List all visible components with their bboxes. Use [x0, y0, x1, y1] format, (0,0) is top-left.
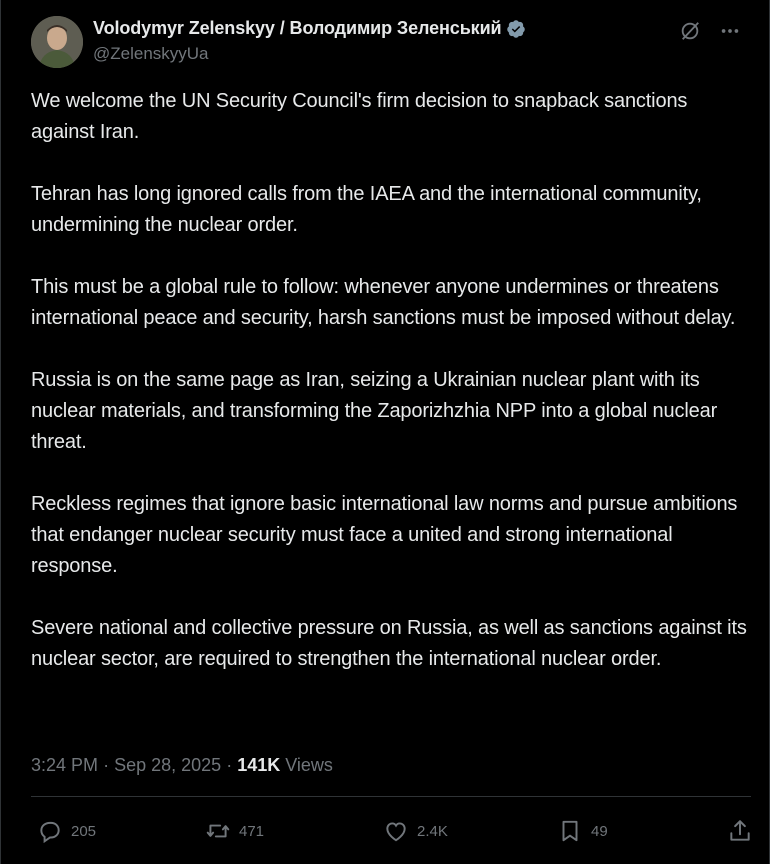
repost-button[interactable]	[205, 818, 264, 844]
share-button[interactable]	[727, 818, 753, 844]
repost-icon	[205, 818, 231, 844]
grok-icon[interactable]	[677, 18, 703, 44]
tweet-paragraph: Reckless regimes that ignore basic international law norms and pursue ambitions that endanger nuclear security must face a united and strong international response.	[31, 493, 738, 577]
bookmark-button[interactable]	[557, 818, 608, 844]
tweet-paragraph: We welcome the UN Security Council's firm decision to snapback sanctions against Iran.	[31, 90, 688, 143]
tweet-paragraph: Russia is on the same page as Iran, seizing a Ukrainian nuclear plant with its nuclear materials, and transforming the Zaporizhzhia NPP into a global nuclear threat.	[31, 369, 718, 453]
tweet-date[interactable]: Sep 28, 2025	[114, 755, 222, 775]
meta-separator: ·	[103, 755, 115, 775]
tweet-paragraph: Tehran has long ignored calls from the IAEA and the international community, undermining the nuclear order.	[31, 183, 702, 236]
verified-badge-icon	[506, 19, 526, 39]
tweet-text	[31, 86, 753, 706]
views-count: 141K	[237, 755, 281, 775]
action-bar	[37, 818, 751, 848]
reply-icon	[37, 818, 63, 844]
like-button[interactable]	[383, 818, 448, 844]
author-display-name[interactable]: Volodymyr Zelenskyy / Володимир Зеленський	[93, 18, 502, 38]
header-actions	[677, 18, 743, 44]
tweet-header	[31, 14, 749, 70]
avatar[interactable]	[31, 16, 83, 68]
meta-separator: ·	[226, 755, 238, 775]
reply-button[interactable]	[37, 818, 96, 844]
tweet-paragraph: This must be a global rule to follow: whenever anyone undermines or threatens international peace and security, harsh sanctions must be imposed without delay.	[31, 276, 736, 329]
heart-icon	[383, 818, 409, 844]
bookmark-icon	[557, 818, 583, 844]
bookmark-count: 49	[591, 822, 608, 840]
like-count: 2.4K	[417, 822, 448, 840]
divider	[31, 796, 751, 797]
share-icon	[727, 818, 753, 844]
tweet-meta	[31, 755, 333, 776]
more-icon[interactable]	[717, 18, 743, 44]
reply-count: 205	[71, 822, 97, 840]
tweet-time[interactable]: 3:24 PM	[31, 755, 99, 775]
author-name-row	[93, 18, 526, 39]
repost-count: 471	[239, 822, 265, 840]
author-handle[interactable]: @ZelenskyyUa	[93, 44, 209, 63]
tweet-paragraph: Severe national and collective pressure on Russia, as well as sanctions against its nuclear sector, are required to strengthen the international nuclear order.	[31, 617, 747, 670]
views-label: Views	[285, 755, 333, 775]
